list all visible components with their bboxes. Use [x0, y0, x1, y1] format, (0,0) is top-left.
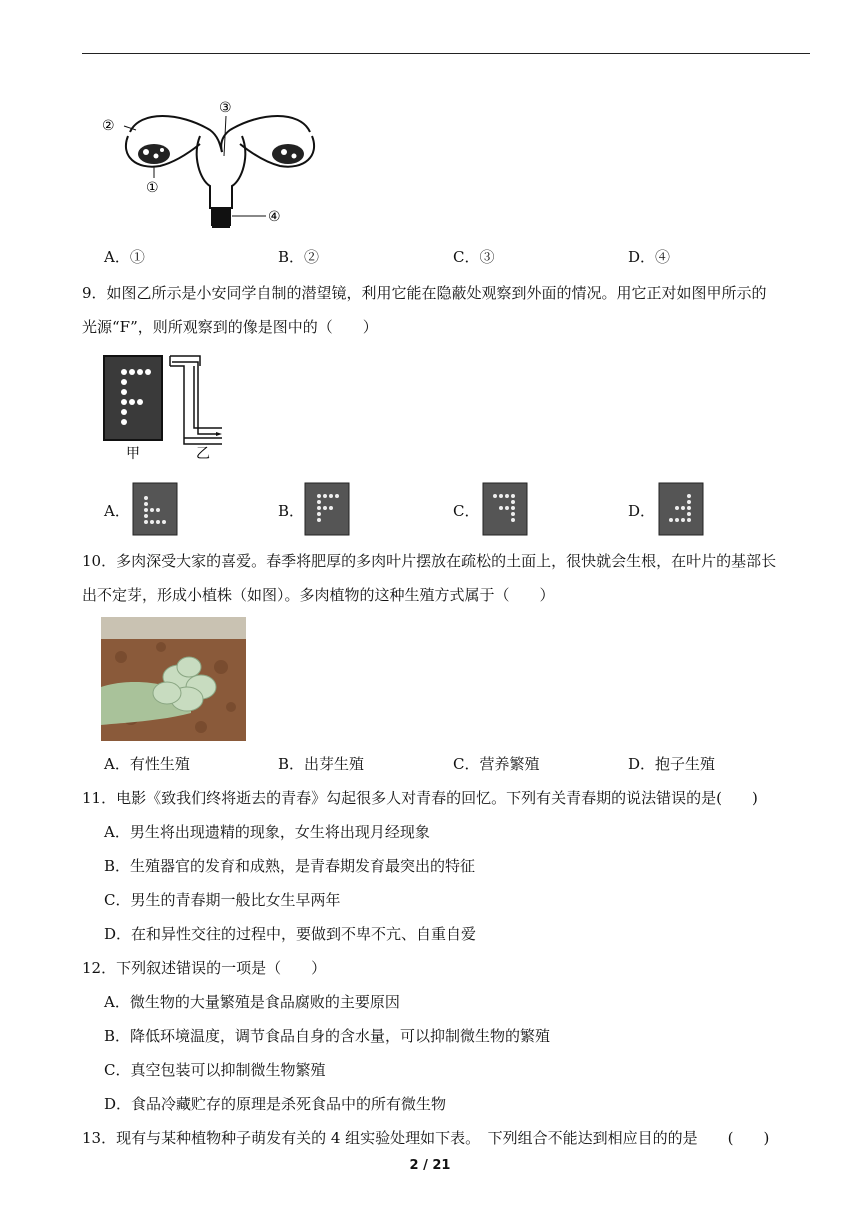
- q9-stem-line2: 光源“F”，则所观察到的像是图中的（ ）: [82, 318, 378, 336]
- fig-caption-yi: 乙: [196, 446, 210, 462]
- q12-option-d: D．食品冷藏贮存的原理是杀死食品中的所有微生物: [104, 1095, 447, 1113]
- fig-label-1: ①: [146, 180, 159, 196]
- q9-option-d-image: [658, 482, 704, 536]
- fig-caption-jia: 甲: [126, 446, 140, 462]
- page-number: 2 / 21: [409, 1158, 451, 1173]
- q12-option-a: A．微生物的大量繁殖是食品腐败的主要原因: [104, 993, 400, 1011]
- fig-label-2: ②: [102, 118, 115, 134]
- q12-option-c: C．真空包装可以抑制微生物繁殖: [104, 1061, 326, 1079]
- q8-option-c: C．③: [453, 248, 495, 266]
- q9-option-d: D．: [628, 502, 656, 520]
- q11-option-b: B．生殖器官的发育和成熟，是青春期发育最突出的特征: [104, 857, 476, 875]
- q11-option-d: D．在和异性交往的过程中，要做到不卑不亢、自重自爱: [104, 925, 477, 943]
- succulent-photo: [101, 617, 246, 741]
- q13-stem: 13．现有与某种植物种子萌发有关的 4 组实验处理如下表。 下列组合不能达到相应目的的是 ( ): [82, 1129, 770, 1147]
- q9-option-b: B．: [278, 502, 305, 520]
- light-source-and-periscope-figure: [100, 352, 240, 464]
- q9-option-c: C．: [453, 502, 480, 520]
- q8-option-b: B．②: [278, 248, 320, 266]
- q10-stem-line2: 出不定芽，形成小植株（如图）。多肉植物的这种生殖方式属于（ ）: [82, 586, 555, 604]
- q9-option-c-image: [482, 482, 528, 536]
- q10-option-d: D．抱子生殖: [628, 755, 716, 773]
- q11-option-a: A．男生将出现遗精的现象，女生将出现月经现象: [104, 823, 430, 841]
- q9-stem-line1: 9．如图乙所示是小安同学自制的潜望镜，利用它能在隐蔽处观察到外面的情况。用它正对如图甲所示的: [82, 284, 767, 302]
- q11-stem: 11．电影《致我们终将逝去的青春》勾起很多人对青春的回忆。下列有关青春期的说法错误的是( ): [82, 789, 758, 807]
- q9-option-a-image: [132, 482, 178, 536]
- q10-option-b: B．出芽生殖: [278, 755, 365, 773]
- q11-option-c: C．男生的青春期一般比女生早两年: [104, 891, 341, 909]
- q12-option-b: B．降低环境温度，调节食品自身的含水量，可以抑制微生物的繁殖: [104, 1027, 551, 1045]
- header-rule: [82, 53, 810, 54]
- fig-label-3: ③: [219, 100, 232, 116]
- q8-option-a: A．①: [104, 248, 145, 266]
- q12-stem: 12．下列叙述错误的一项是（ ）: [82, 959, 327, 977]
- q10-option-a: A．有性生殖: [104, 755, 190, 773]
- q9-option-b-image: [304, 482, 350, 536]
- q10-stem-line1: 10．多肉深受大家的喜爱。春季将肥厚的多肉叶片摆放在疏松的土面上，很快就会生根，在叶片的基部长: [82, 552, 777, 570]
- reproductive-system-figure: [100, 96, 340, 230]
- fig-label-4: ④: [268, 209, 281, 225]
- q8-option-d: D．④: [628, 248, 671, 266]
- q9-option-a: A．: [104, 502, 130, 520]
- q10-option-c: C．营养繁殖: [453, 755, 540, 773]
